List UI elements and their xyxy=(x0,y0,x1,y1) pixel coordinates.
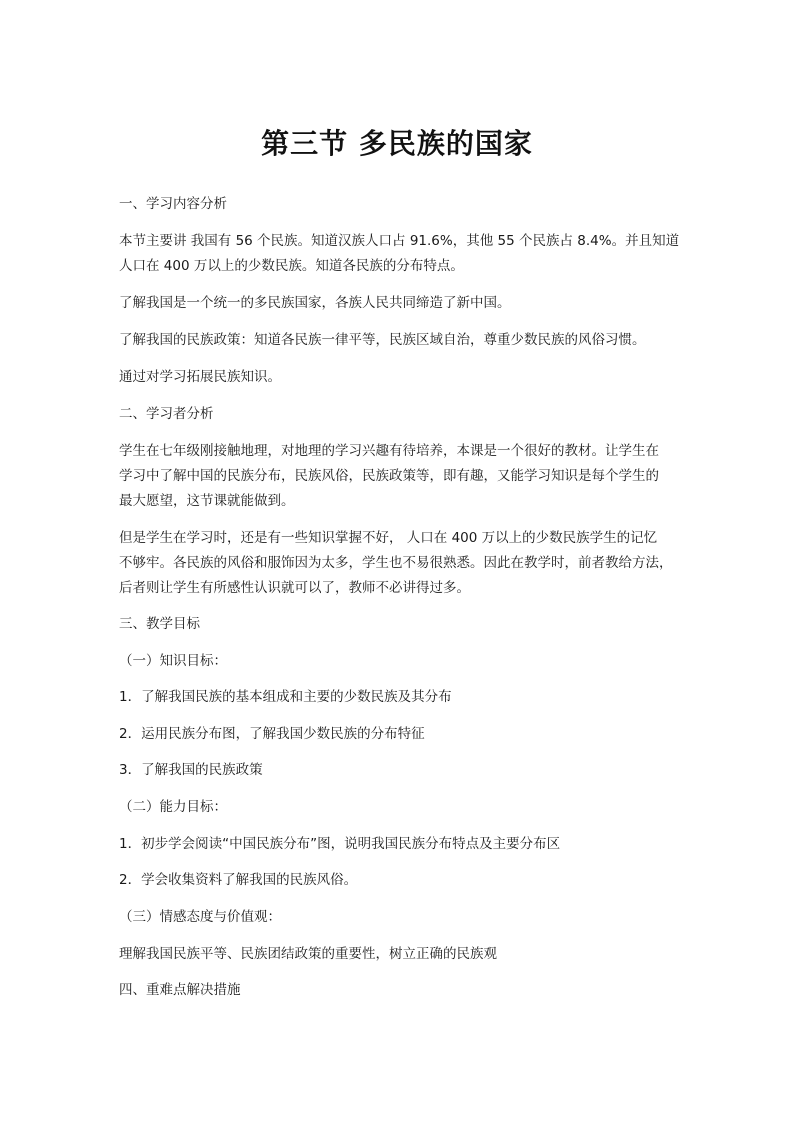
section-heading-2: 二、学习者分析 xyxy=(119,406,214,422)
list-item: 1．了解我国民族的基本组成和主要的少数民族及其分布 xyxy=(119,689,452,705)
paragraph-line: 学生在七年级刚接触地理，对地理的学习兴趣有待培养，本课是一个很好的教材。让学生在 xyxy=(119,443,659,459)
list-item: 2．学会收集资料了解我国的民族风俗。 xyxy=(119,872,358,888)
paragraph-line: 通过对学习拓展民族知识。 xyxy=(119,369,281,385)
paragraph-line: 学习中了解中国的民族分布，民族风俗，民族政策等，即有趣，又能学习知识是每个学生的 xyxy=(119,468,659,484)
paragraph-line: 不够牢。各民族的风俗和服饰因为太多，学生也不易很熟悉。因此在教学时，前者教给方法， xyxy=(119,555,673,571)
section-heading-3: 三、教学目标 xyxy=(119,616,200,632)
paragraph-line: 后者则让学生有所感性认识就可以了，教师不必讲得过多。 xyxy=(119,580,470,596)
paragraph-line: 理解我国民族平等、民族团结政策的重要性，树立正确的民族观 xyxy=(119,946,497,962)
section-heading-1: 一、学习内容分析 xyxy=(119,196,227,212)
paragraph-line: 人口在 400 万以上的少数民族。知道各民族的分布特点。 xyxy=(119,258,464,274)
list-item: 2．运用民族分布图，了解我国少数民族的分布特征 xyxy=(119,726,425,742)
paragraph-line: 了解我国是一个统一的多民族国家，各族人民共同缔造了新中国。 xyxy=(119,295,511,311)
section-heading-4: 四、重难点解决措施 xyxy=(119,982,241,998)
subheading: （一）知识目标： xyxy=(119,653,227,669)
list-item: 1．初步学会阅读“中国民族分布”图，说明我国民族分布特点及主要分布区 xyxy=(119,836,561,852)
paragraph-line: 最大愿望，这节课就能做到。 xyxy=(119,493,295,509)
paragraph-line: 但是学生在学习时，还是有一些知识掌握不好， 人口在 400 万以上的少数民族学生的记忆 xyxy=(119,530,658,546)
subheading: （三）情感态度与价值观： xyxy=(119,909,281,925)
list-item: 3．了解我国的民族政策 xyxy=(119,762,263,778)
subheading: （二）能力目标： xyxy=(119,799,227,815)
paragraph-line: 了解我国的民族政策：知道各民族一律平等，民族区域自治，尊重少数民族的风俗习惯。 xyxy=(119,332,646,348)
paragraph-line: 本节主要讲 我国有 56 个民族。知道汉族人口占 91.6%，其他 55 个民族占 8.4%。并且知道 xyxy=(119,233,680,249)
page-title: 第三节 多民族的国家 xyxy=(261,127,533,160)
